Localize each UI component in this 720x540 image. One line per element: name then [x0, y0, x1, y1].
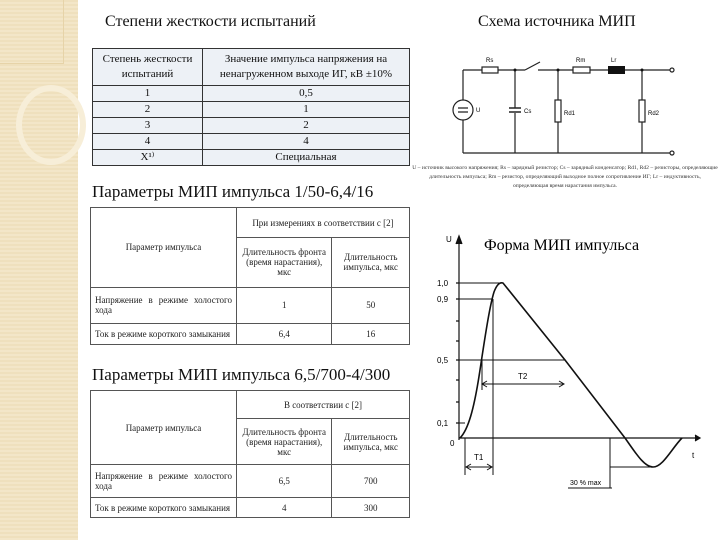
cell: Напряжение в режиме холостого хода	[91, 287, 237, 323]
circuit-diagram	[410, 40, 720, 165]
header-cell: В соответствии с [2]	[237, 391, 410, 419]
label-cs: Cs	[524, 109, 532, 115]
label-rd2: Rd2	[648, 111, 660, 117]
x-axis-label: t	[692, 451, 695, 460]
header-cell: Длительность импульса, мкс	[332, 419, 410, 465]
header-cell: Параметр импульса	[91, 208, 237, 288]
cell: 4	[93, 134, 203, 150]
y-tick: 0	[450, 439, 455, 448]
cell: 2	[93, 102, 203, 118]
cell: Специальная	[203, 150, 410, 166]
slide-decoration	[0, 0, 78, 540]
label-u: U	[476, 108, 481, 114]
y-tick: 0,1	[437, 419, 449, 428]
header-cell: Степень жесткости испытаний	[93, 49, 203, 86]
cell: 6,4	[237, 323, 332, 344]
pulse-params-table-1	[90, 207, 410, 345]
inductor-lr	[608, 66, 625, 74]
circuit-title: Схема источника МИП	[478, 13, 636, 30]
section1-title: Параметры МИП импульса 1/50-6,4/16	[92, 182, 374, 201]
voltage-source	[453, 100, 473, 120]
section2-title: Параметры МИП импульса 6,5/700-4/300	[92, 365, 391, 384]
cell: 1	[93, 86, 203, 102]
y-axis-label: U	[446, 235, 452, 244]
resistor-rd1	[555, 100, 561, 122]
cell: 700	[332, 465, 410, 498]
cell: 4	[237, 498, 332, 518]
header-cell: Длительность фронта (время нарастания), мкс	[237, 238, 332, 288]
cell: 1	[237, 287, 332, 323]
cell: Ток в режиме короткого замыкания	[91, 498, 237, 518]
cell: 300	[332, 498, 410, 518]
t2-label: T2	[518, 372, 528, 381]
header-cell: Параметр импульса	[91, 391, 237, 465]
resistor-rs	[482, 67, 498, 73]
axes	[459, 244, 695, 440]
y-tick: 0,9	[437, 295, 449, 304]
severity-title: Степени жесткости испытаний	[105, 13, 316, 30]
severity-table	[92, 48, 410, 166]
waveform-chart	[420, 230, 720, 510]
table-row	[91, 287, 410, 323]
table-row	[91, 323, 410, 344]
cell: 6,5	[237, 465, 332, 498]
cell: 16	[332, 323, 410, 344]
table-row	[93, 102, 410, 118]
table-header	[93, 49, 410, 86]
y-tick: 0,5	[437, 356, 449, 365]
table-row	[93, 134, 410, 150]
label-lr: Lr	[611, 58, 617, 64]
cell: 4	[203, 134, 410, 150]
circuit-caption: U – источник высокого напряжения; Rs – зарядный резистор; Cs – зарядный конденсатор; Rd1, Rd2 – резисторы, определяющие длительность импульса; Rm – резистор, определяющий выходное полное сопротивление ИГ; Lr – индуктивность, определяющая время нарастания импульса.	[412, 165, 718, 189]
table-row	[93, 118, 410, 134]
cell: 2	[203, 118, 410, 134]
cell: X¹⁾	[93, 150, 203, 166]
undershoot-label: 30 % max	[570, 480, 602, 487]
cell: 50	[332, 287, 410, 323]
table-row	[91, 465, 410, 498]
header-cell: Длительность фронта (время нарастания), мкс	[237, 419, 332, 465]
header-cell: Значение импульса напряжения на ненагруженном выходе ИГ, кВ ±10%	[203, 49, 410, 86]
pulse-params-table-2	[90, 390, 410, 518]
header-cell: При измерениях в соответствии с [2]	[237, 208, 410, 238]
table-row	[93, 86, 410, 102]
header-cell: Длительность импульса, мкс	[332, 238, 410, 288]
cell: 1	[203, 102, 410, 118]
t1-label: T1	[474, 453, 484, 462]
label-rs: Rs	[486, 58, 494, 64]
label-rm: Rm	[576, 58, 586, 64]
cell: Ток в режиме короткого замыкания	[91, 323, 237, 344]
y-tick: 1,0	[437, 279, 449, 288]
cell: 0,5	[203, 86, 410, 102]
table-row	[91, 498, 410, 518]
label-rd1: Rd1	[564, 111, 576, 117]
resistor-rd2	[639, 100, 645, 122]
cell: Напряжение в режиме холостого хода	[91, 465, 237, 498]
waveform-title: Форма МИП импульса	[484, 237, 640, 254]
table-row	[93, 150, 410, 166]
resistor-rm	[573, 67, 590, 73]
cell: 3	[93, 118, 203, 134]
